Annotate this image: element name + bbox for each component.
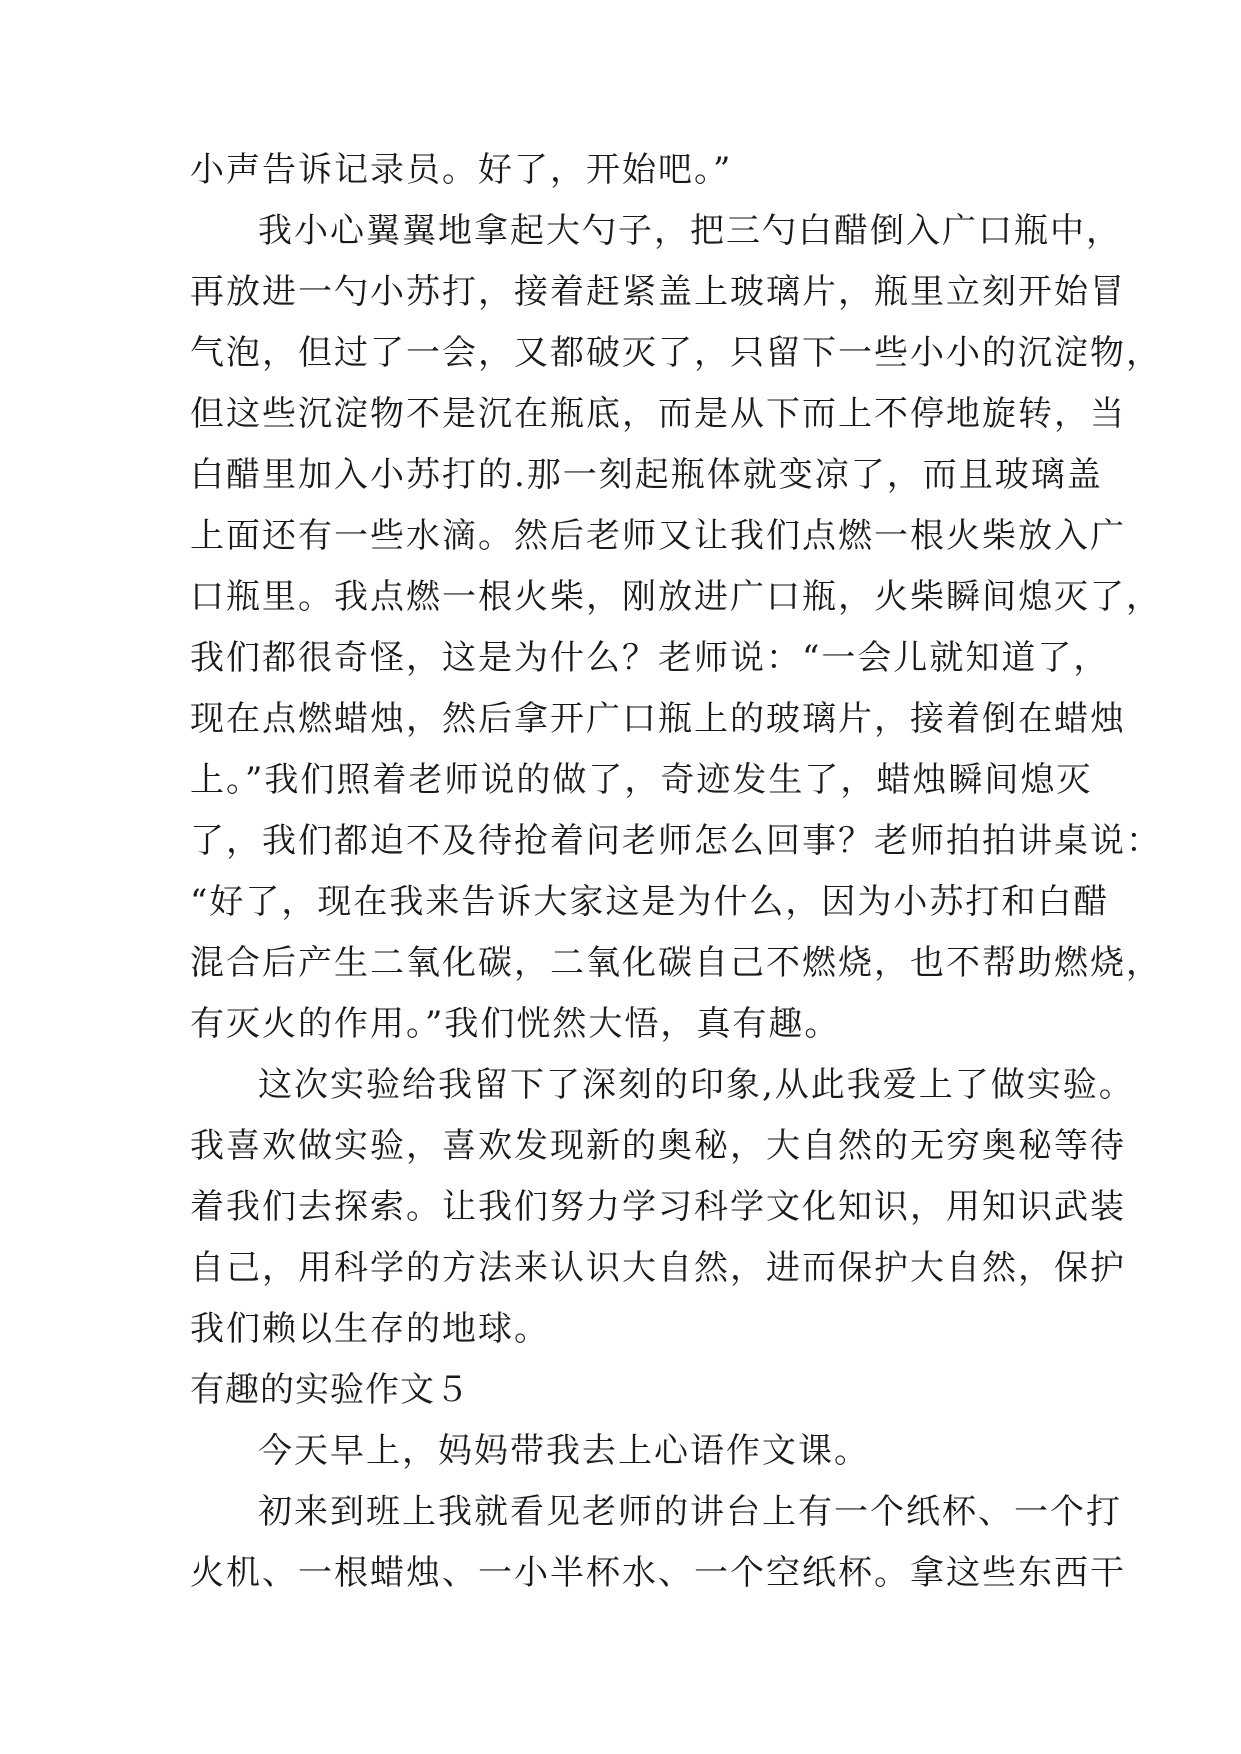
- paragraph-line: 火机、一根蜡烛、一小半杯水、一个空纸杯。拿这些东西干: [190, 1553, 1126, 1593]
- paragraph-line: 白醋里加入小苏打的.那一刻起瓶体就变凉了，而且玻璃盖: [190, 455, 1103, 495]
- paragraph-line: 现在点燃蜡烛，然后拿开广口瓶上的玻璃片，接着倒在蜡烛: [190, 699, 1126, 739]
- paragraph-line: 上面还有一些水滴。然后老师又让我们点燃一根火柴放入广: [190, 516, 1126, 556]
- paragraph-line: 了，我们都迫不及待抢着问老师怎么回事？老师拍拍讲桌说：: [190, 821, 1162, 861]
- paragraph-line: 我们赖以生存的地球。: [190, 1309, 550, 1349]
- paragraph-line: 再放进一勺小苏打，接着赶紧盖上玻璃片，瓶里立刻开始冒: [190, 272, 1126, 312]
- paragraph-line: “好了，现在我来告诉大家这是为什么，因为小苏打和白醋: [190, 882, 1110, 922]
- paragraph-line: 但这些沉淀物不是沉在瓶底，而是从下而上不停地旋转，当: [190, 394, 1126, 434]
- paragraph-first-line: 今天早上，妈妈带我去上心语作文课。: [258, 1431, 870, 1471]
- paragraph-line: 着我们去探索。让我们努力学习科学文化知识，用知识武装: [190, 1187, 1126, 1227]
- paragraph-line: 有灭火的作用。”我们恍然大悟，真有趣。: [190, 1004, 841, 1044]
- paragraph-line: 口瓶里。我点燃一根火柴，刚放进广口瓶，火柴瞬间熄灭了，: [190, 577, 1162, 617]
- paragraph-first-line: 初来到班上我就看见老师的讲台上有一个纸杯、一个打: [258, 1492, 1122, 1532]
- paragraph-line: 气泡，但过了一会，又都破灭了，只留下一些小小的沉淀物，: [190, 333, 1162, 373]
- paragraph-line: 混合后产生二氧化碳，二氧化碳自己不燃烧，也不帮助燃烧，: [190, 943, 1162, 983]
- document-body: [190, 140, 1162, 1604]
- paragraph-first-line: 这次实验给我留下了深刻的印象,从此我爱上了做实验。: [258, 1065, 1135, 1105]
- paragraph-line: 我们都很奇怪，这是为什么？老师说：“一会儿就知道了，: [190, 638, 1110, 678]
- paragraph-line: 上。”我们照着老师说的做了，奇迹发生了，蜡烛瞬间熄灭: [190, 760, 1093, 800]
- paragraph-first-line: 我小心翼翼地拿起大勺子，把三勺白醋倒入广口瓶中，: [258, 211, 1122, 251]
- section-heading: 有趣的实验作文５: [190, 1370, 470, 1410]
- paragraph-line: 自己，用科学的方法来认识大自然，进而保护大自然，保护: [190, 1248, 1126, 1288]
- paragraph-line: 小声告诉记录员。好了，开始吧。”: [190, 150, 733, 190]
- paragraph-line: 我喜欢做实验，喜欢发现新的奥秘，大自然的无穷奥秘等待: [190, 1126, 1126, 1166]
